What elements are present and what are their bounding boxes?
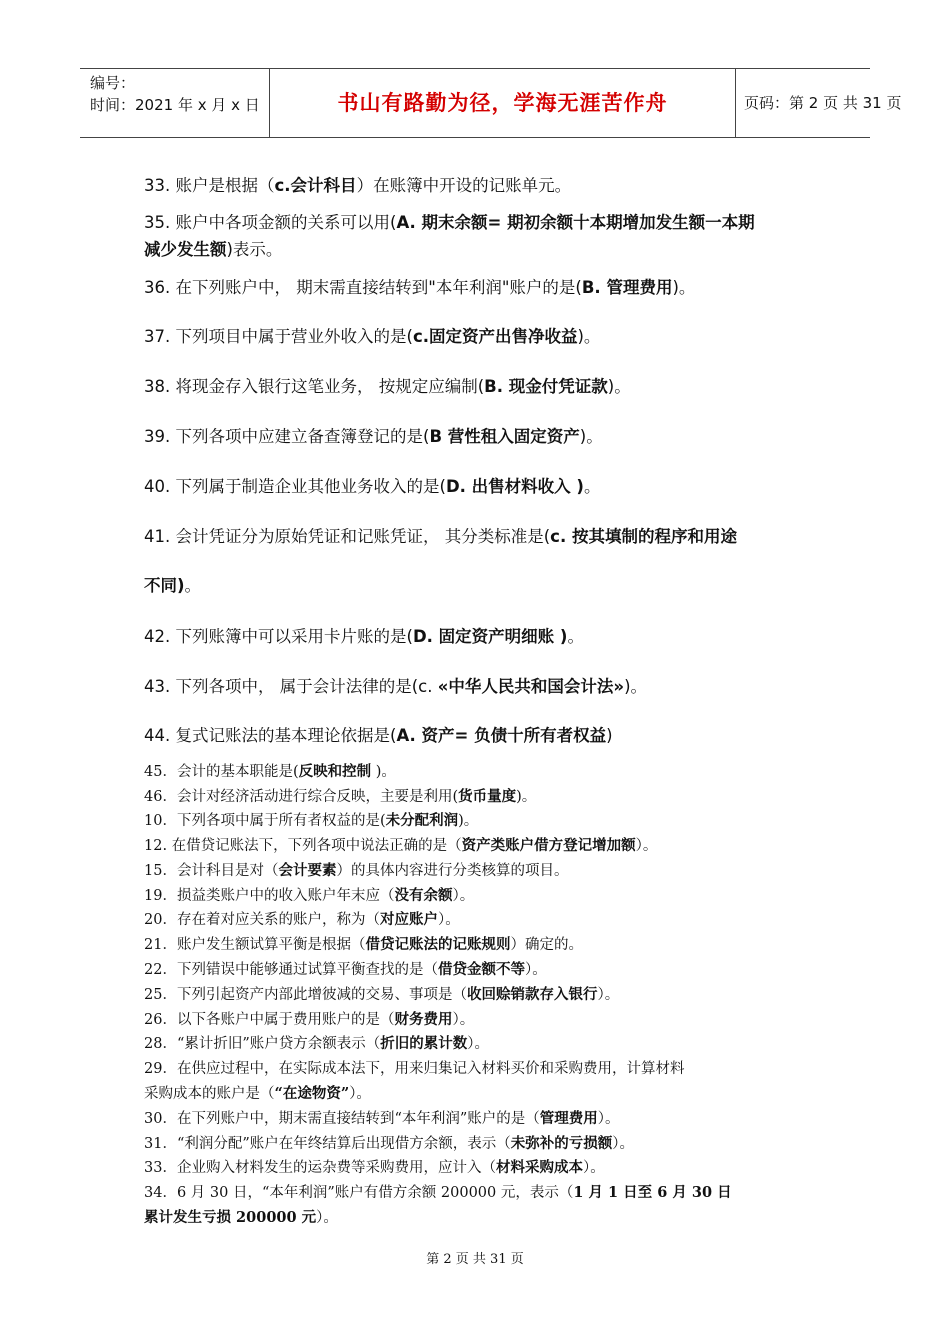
question-text: 44. 复式记账法的基本理论依据是( xyxy=(144,726,397,745)
question-text: 。 xyxy=(567,627,584,646)
question-line xyxy=(144,323,600,347)
question-line xyxy=(144,1156,605,1177)
answer-text: 借贷金额不等 xyxy=(437,961,525,978)
question-line xyxy=(144,1057,684,1078)
question-line xyxy=(144,785,536,806)
page-header xyxy=(80,68,902,138)
question-text: 33. 账户是根据（ xyxy=(144,176,275,195)
question-text: ）。 xyxy=(524,962,547,978)
question-line xyxy=(144,274,695,298)
question-line xyxy=(144,933,583,954)
answer-text: 未分配利润 xyxy=(385,812,459,829)
question-text: 。 xyxy=(583,477,601,496)
question-line xyxy=(144,1008,474,1029)
question-line xyxy=(144,1132,634,1153)
question-text: ）。 xyxy=(597,1111,620,1127)
answer-text: 没有余额 xyxy=(394,887,453,904)
question-text: 10．下列各项中属于所有者权益的是( xyxy=(144,813,386,829)
question-text: 38. 将现金存入银行这笔业务， 按规定应编制( xyxy=(144,377,485,396)
question-text: )表示。 xyxy=(226,240,283,259)
answer-text: B 营性租入固定资产 xyxy=(429,427,580,446)
question-text: 43. 下列各项中， 属于会计法律的是(c. xyxy=(144,677,438,696)
answer-text: 货币量度 xyxy=(458,788,517,805)
question-text: ）。 xyxy=(316,1210,338,1226)
question-text: 25．下列引起资产内部此增彼减的交易、事项是（ xyxy=(144,987,467,1003)
question-line xyxy=(144,423,603,447)
question-text: ）确定的。 xyxy=(510,937,583,953)
question-line xyxy=(144,722,613,746)
question-text: ）。 xyxy=(582,1160,605,1176)
document-number-label: 编号： xyxy=(90,74,136,92)
answer-text: 会计要素 xyxy=(278,862,337,879)
question-line xyxy=(144,1206,338,1227)
answer-text: 财务费用 xyxy=(394,1011,453,1028)
header-page-info: 页码：第 2 页 共 31 页 xyxy=(744,94,902,112)
question-text: ）。 xyxy=(467,1036,490,1052)
question-text: 。 xyxy=(184,576,202,595)
answer-text: B. 现金付凭证款 xyxy=(484,377,608,396)
question-text: )。 xyxy=(624,677,647,696)
question-text: )。 xyxy=(577,327,601,346)
question-text: ）。 xyxy=(452,888,475,904)
question-line xyxy=(144,859,568,880)
page-footer: 第 2 页 共 31 页 xyxy=(426,1252,524,1267)
question-line xyxy=(144,884,474,905)
question-text: ) xyxy=(606,726,613,745)
question-text: 采购成本的账户是（ xyxy=(144,1086,275,1102)
question-line xyxy=(144,172,571,196)
answer-text: 反映和控制 xyxy=(298,763,372,780)
question-text: 36. 在下列账户中， 期末需直接结转到"本年利润"账户的是( xyxy=(144,278,582,297)
question-text: 46．会计对经济活动进行综合反映，主要是利用( xyxy=(144,789,459,805)
answer-text: D. 固定资产明细账 ) xyxy=(412,627,568,646)
question-text: 33．企业购入材料发生的运杂费等采购费用，应计入（ xyxy=(144,1160,496,1176)
answer-text: 收回赊销款存入银行 xyxy=(466,986,598,1003)
question-text: )。 xyxy=(672,278,696,297)
question-text: 39. 下列各项中应建立备查簿登记的是( xyxy=(144,427,430,446)
answer-text: 资产类账户借方登记增加额 xyxy=(461,837,636,854)
question-text: 41. 会计凭证分为原始凭证和记账凭证， 其分类标准是( xyxy=(144,527,551,546)
question-text: )。 xyxy=(516,789,537,805)
answer-text: «中华人民共和国会计法» xyxy=(437,677,625,696)
answer-text: A. 期末余额= 期初余额十本期增加发生额一本期 xyxy=(396,213,755,232)
question-text: ）。 xyxy=(452,1012,475,1028)
question-line xyxy=(144,1082,371,1103)
question-line xyxy=(144,209,755,233)
question-line xyxy=(144,834,657,855)
document-date-label: 时间：2021 年 x 月 x 日 xyxy=(90,96,260,114)
question-text: 45．会计的基本职能是( xyxy=(144,764,299,780)
question-text: 19．损益类账户中的收入账户年末应（ xyxy=(144,888,395,904)
question-line xyxy=(144,1181,732,1202)
question-text: 22．下列错误中能够通过试算平衡查找的是（ xyxy=(144,962,438,978)
answer-text: 折旧的累计数 xyxy=(380,1035,468,1052)
answer-text: 1 月 1 日至 6 月 30 日 xyxy=(573,1184,732,1201)
question-text: 21．账户发生额试算平衡是根据（ xyxy=(144,937,366,953)
question-text: ）。 xyxy=(349,1086,371,1102)
question-text: ）。 xyxy=(612,1136,635,1152)
question-line xyxy=(144,236,282,260)
question-text: 40. 下列属于制造企业其他业务收入的是( xyxy=(144,477,446,496)
question-text: 30．在下列账户中，期末需直接结转到“本年利润”账户的是（ xyxy=(144,1111,540,1127)
question-line xyxy=(144,958,547,979)
answer-text: 累计发生亏损 200000 元 xyxy=(144,1209,317,1226)
question-text: ）。 xyxy=(597,987,620,1003)
header-left-cell xyxy=(80,69,270,137)
question-text: 31．“利润分配”账户在年终结算后出现借方余额，表示（ xyxy=(144,1136,511,1152)
question-text: 35. 账户中各项金额的关系可以用( xyxy=(144,213,397,232)
question-text: )。 xyxy=(371,764,396,780)
answer-text: c.固定资产出售净收益 xyxy=(412,327,578,346)
question-line xyxy=(144,760,396,781)
question-text: 37. 下列项目中属于营业外收入的是( xyxy=(144,327,413,346)
question-line xyxy=(144,523,737,547)
question-line xyxy=(144,908,460,929)
question-text: 28．“累计折旧”账户贷方余额表示（ xyxy=(144,1036,381,1052)
question-text: 20．存在着对应关系的账户，称为（ xyxy=(144,912,380,928)
answer-text: D. 出售材料收入 ) xyxy=(445,477,584,496)
answer-text: 减少发生额 xyxy=(144,240,227,259)
header-motto: 书山有路勤为径，学海无涯苦作舟 xyxy=(270,69,736,137)
question-text: ）。 xyxy=(437,912,460,928)
question-text: 34．6 月 30 日，“本年利润”账户有借方余额 200000 元，表示（ xyxy=(144,1185,574,1201)
question-text: 42. 下列账簿中可以采用卡片账的是( xyxy=(144,627,413,646)
question-text: 29．在供应过程中，在实际成本法下，用来归集记入材料买价和采购费用，计算材料 xyxy=(144,1061,685,1077)
question-line xyxy=(144,1032,489,1053)
answer-text: c. 按其填制的程序和用途 xyxy=(550,527,737,546)
question-text: ）的具体内容进行分类核算的项目。 xyxy=(336,863,569,879)
question-line xyxy=(144,1107,620,1128)
answer-text: 管理费用 xyxy=(539,1110,598,1127)
question-text: )。 xyxy=(579,427,603,446)
question-line xyxy=(144,673,647,697)
answer-text: c.会计科目 xyxy=(274,176,357,195)
question-line xyxy=(144,373,631,397)
answer-text: 材料采购成本 xyxy=(495,1159,583,1176)
question-text: 26．以下各账户中属于费用账户的是（ xyxy=(144,1012,395,1028)
question-text: ）在账簿中开设的记账单元。 xyxy=(356,176,572,195)
question-line xyxy=(144,623,584,647)
answer-text: A. 资产= 负债十所有者权益 xyxy=(396,726,607,745)
question-text: 12. 在借贷记账法下，下列各项中说法正确的是（ xyxy=(144,838,462,854)
answer-text: 对应账户 xyxy=(379,911,438,928)
question-line xyxy=(144,473,600,497)
answer-text: 未弥补的亏损额 xyxy=(510,1135,613,1152)
answer-text: 不同) xyxy=(144,576,185,595)
question-line xyxy=(144,983,619,1004)
question-text: )。 xyxy=(607,377,631,396)
answer-text: 借贷记账法的记账规则 xyxy=(365,936,511,953)
answer-text: “在途物资” xyxy=(274,1085,350,1102)
question-text: 15．会计科目是对（ xyxy=(144,863,279,879)
question-line xyxy=(144,809,478,830)
question-text: )。 xyxy=(458,813,479,829)
question-line xyxy=(144,572,201,596)
answer-text: B. 管理费用 xyxy=(581,278,673,297)
question-text: ）。 xyxy=(635,838,658,854)
